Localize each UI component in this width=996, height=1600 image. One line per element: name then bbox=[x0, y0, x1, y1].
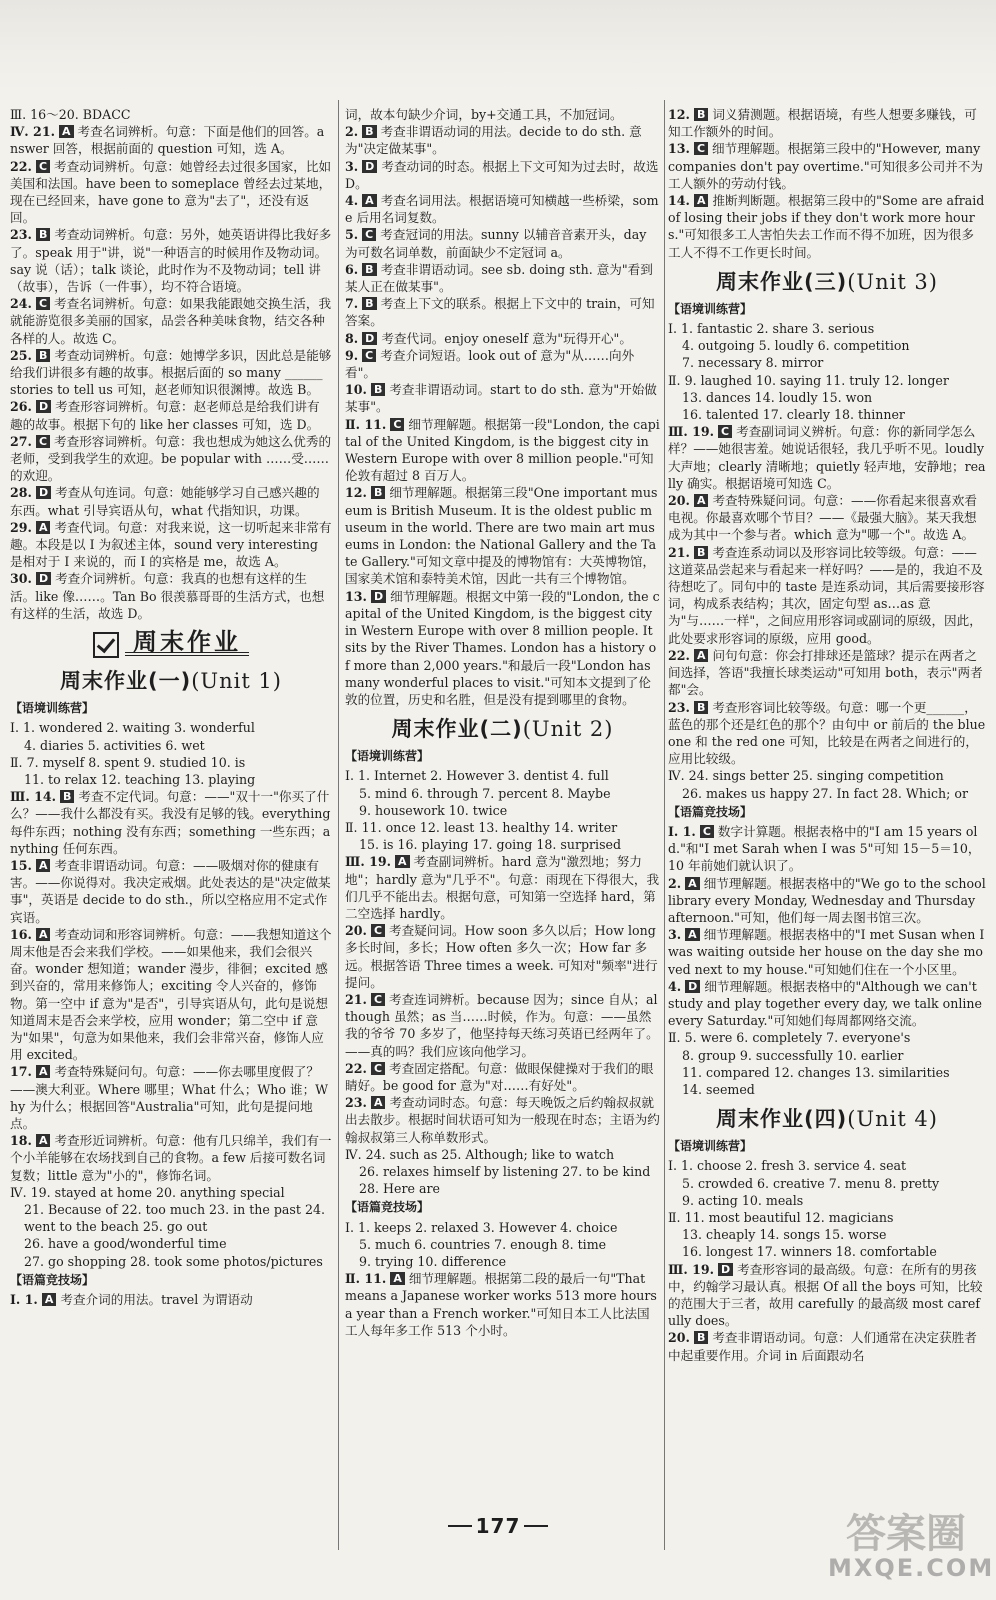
answer-line: Ⅰ. 1. choose 2. fresh 3. service 4. seat bbox=[668, 1158, 907, 1174]
question-item bbox=[10, 570, 332, 622]
question-explanation: 考查非谓语动词。start to do sth. 意为"开始做某事"。 bbox=[345, 382, 657, 415]
question-item bbox=[668, 647, 986, 699]
question-number: 27. bbox=[10, 433, 32, 449]
question-number: 21. bbox=[668, 544, 690, 560]
answer-line: 13. dances 14. loudly 15. won bbox=[682, 389, 873, 405]
question-explanation: 考查动词和形容词辨析。句意：——我想知道这个周末他是否会来我们学校。——如果他来，我们会很兴奋。wonder 想知道；wander 漫步，徘徊；excited 感到兴奋的，常用来修饰人；exciting 令人兴奋的，修饰物。第一空中 if 意为"是否"，引导宾语从句，此句是说想知道周末是否会来学校，应用 wonder；第二空中 if 意为"如果"，句意为如果他来，我们会非常兴奋，修饰人应用 excited。 bbox=[10, 926, 332, 1063]
answer-line: Ⅱ. 11. once 12. least 13. healthy 14. writer bbox=[345, 819, 618, 835]
answer-choice: D bbox=[36, 486, 51, 499]
question-explanation: 考查固定搭配。句意：做眼保健操对于我们的眼睛好。be good for 意为"对……有好处"。 bbox=[345, 1060, 654, 1093]
question-explanation: 考查动词时态。句意：每天晚饭之后约翰叔叔就出去散步。根据时间状语可知为一般现在时态；主语为约翰叔叔第三人称单数形式。 bbox=[345, 1095, 660, 1145]
question-number: 20. bbox=[668, 493, 690, 509]
answer-line: Ⅳ. 24. sings better 25. singing competition bbox=[668, 768, 944, 784]
column-divider bbox=[338, 100, 339, 1550]
answer-choice: C bbox=[371, 924, 385, 937]
question-explanation: 考查非谓语动词。句意：——吸烟对你的健康有害。——你说得对。我决定戒烟。此处表达的是"决定做某事"，英语是 decide to do sth.，所以空格应用不定式作宾语。 bbox=[10, 857, 331, 925]
question-item bbox=[668, 699, 986, 768]
answer-choice: A bbox=[36, 928, 51, 941]
page-top-margin bbox=[0, 0, 996, 92]
answer-line: 16. longest 17. winners 18. comfortable bbox=[682, 1244, 937, 1260]
question-item bbox=[668, 823, 986, 875]
question-number: 8. bbox=[345, 330, 359, 346]
question-explanation: 数字计算题。根据表格中的"I am 15 years old."和"I met Sarah when I was 5"可知 15－5＝10，10 年前她们就认识了。 bbox=[668, 823, 981, 874]
answer-line: 9. trying 10. difference bbox=[359, 1254, 507, 1269]
answer-choice: C bbox=[371, 993, 385, 1006]
answer-choice: A bbox=[395, 855, 410, 868]
answer-choice: B bbox=[60, 790, 74, 803]
answer-line: 7. necessary 8. mirror bbox=[682, 355, 824, 371]
question-explanation: 考查介词短语。look out of 意为"从……向外看"。 bbox=[345, 347, 635, 381]
answer-line: Ⅰ. 1. wondered 2. waiting 3. wonderful bbox=[10, 720, 255, 736]
question-explanation: 考查名词用法。根据语境可知横越一些桥梁，some 后用名词复数。 bbox=[345, 193, 659, 226]
question-number: 12. bbox=[668, 107, 690, 122]
question-explanation: 考查非谓语动词的用法。decide to do sth. 意为"决定做某事"。 bbox=[345, 124, 642, 157]
question-item bbox=[668, 140, 986, 192]
section-tag: 【语境训练营】 bbox=[345, 749, 430, 764]
answer-line: 13. cheaply 14. songs 15. worse bbox=[682, 1227, 887, 1243]
question-number: 3. bbox=[668, 927, 682, 943]
question-item bbox=[10, 1132, 332, 1184]
question-item bbox=[10, 226, 332, 295]
question-number: Ⅲ. 19. bbox=[668, 1261, 715, 1277]
answer-choice: A bbox=[390, 1272, 405, 1285]
answer-line: 27. go shopping 28. took some photos/pictures bbox=[24, 1253, 323, 1269]
question-item bbox=[10, 857, 332, 926]
question-item bbox=[345, 1094, 660, 1146]
answer-choice: C bbox=[700, 825, 714, 838]
question-number: 13. bbox=[668, 141, 690, 157]
question-number: 12. bbox=[345, 485, 367, 501]
question-number: Ⅳ. 21. bbox=[10, 124, 55, 140]
question-item bbox=[668, 875, 986, 927]
question-item bbox=[668, 544, 986, 647]
answer-line: 15. is 16. playing 17. going 18. surprised bbox=[359, 837, 622, 853]
column-left bbox=[10, 106, 332, 1308]
question-number: 23. bbox=[345, 1095, 367, 1111]
question-explanation: 考查非谓语动词。句意：人们通常在决定获胜者中起重要作用。介词 in 后面跟动名 bbox=[668, 1330, 977, 1363]
section-tag: 【语境训练营】 bbox=[668, 1139, 753, 1154]
question-item bbox=[10, 1291, 332, 1308]
question-number: 23. bbox=[10, 227, 32, 243]
question-item bbox=[10, 433, 332, 485]
question-number: 17. bbox=[10, 1064, 32, 1080]
answer-choice: B bbox=[371, 383, 385, 396]
question-item bbox=[345, 295, 660, 329]
question-item bbox=[345, 261, 660, 295]
question-item bbox=[10, 123, 332, 157]
unit-title-main: 周末作业(三) bbox=[715, 269, 848, 294]
question-explanation: 考查特殊疑问句。句意：——你去哪里度假了？——澳大利亚。Where 哪里；What 什么；Who 谁；Why 为什么；根据回答"Australia"可知，此句是提问地点。 bbox=[10, 1064, 329, 1131]
question-explanation: 考查形容词辨析。句意：我也想成为她这么优秀的老师，受到我学生的欢迎。be popular with ……受……的欢迎。 bbox=[10, 433, 332, 484]
question-explanation: 问句句意：你会打排球还是篮球？提示在两者之间选择，答语"我擅长球类运动"可知用 both，表示"两者都"会。 bbox=[668, 647, 983, 698]
question-number: 16. bbox=[10, 926, 32, 942]
question-explanation: 考查动词辨析。句意：她曾经去过很多国家，比如美国和法国。have been to someplace 曾经去过某地，现在已经回来，have gone to 意为"去了"，还没有返回。 bbox=[10, 158, 332, 226]
answer-line: Ⅳ. 19. stayed at home 20. anything special bbox=[10, 1184, 285, 1200]
question-explanation: 考查副词词义辨析。句意：你的新同学怎么样？——她很害羞。她说话很轻，我几乎听不见。loudly 大声地；clearly 清晰地；quietly 轻声地，安静地；really 确实。根据语境可知选 C。 bbox=[668, 424, 986, 491]
question-item bbox=[345, 158, 660, 192]
answer-line: 5. much 6. countries 7. enough 8. time bbox=[359, 1236, 607, 1252]
question-item bbox=[668, 926, 986, 978]
answer-choice: A bbox=[362, 194, 377, 207]
question-explanation: 细节理解题。根据第三段"One important museum is British Museum. It is the oldest public museum in the world. There are two main art museums in London: the National Gallery and the Tate Gallery."可知文章中提及的博物馆有：大英博物馆，国家美术馆和泰特美术馆，因此一共有三个博物馆。 bbox=[345, 485, 658, 587]
question-explanation: 考查冠词的用法。sunny 以辅音音素开头，day 为可数名词单数，前面缺少不定冠词 a。 bbox=[345, 227, 647, 260]
checkbox-icon bbox=[93, 632, 119, 658]
unit-title-main: 周末作业(二) bbox=[391, 717, 523, 742]
question-explanation: 考查介词辨析。句意：我真的也想有这样的生活。like 像……。Tan Bo 很羡慕哥哥的生活方式，也想有这样的生活，故选 D。 bbox=[10, 571, 325, 621]
question-item bbox=[345, 416, 660, 485]
answer-line: Ⅰ. 1. Internet 2. However 3. dentist 4. full bbox=[345, 768, 609, 784]
question-number: 9. bbox=[345, 347, 359, 363]
question-explanation: 考查形近词辨析。句意：他有几只绵羊，我们有一个小羊能够在农场找到自己的食物。a few 后接可数名词复数；little 意为"小的"，修饰名词。 bbox=[10, 1133, 332, 1183]
unit-title-unit: (Unit 2) bbox=[522, 717, 614, 742]
answer-choice: B bbox=[362, 297, 376, 310]
answer-choice: B bbox=[694, 108, 708, 121]
question-explanation: 细节理解题。根据第二段的最后一句"That means a Japanese worker works 513 more hours a year than a French worker."可知日本工人比法国工人每年多工作 513 个小时。 bbox=[345, 1271, 657, 1338]
answer-choice: A bbox=[685, 877, 700, 890]
answer-choice: C bbox=[362, 349, 376, 362]
question-explanation: 考查代词。enjoy oneself 意为"玩得开心"。 bbox=[381, 330, 632, 346]
question-item bbox=[345, 192, 660, 226]
question-item bbox=[668, 492, 986, 544]
watermark-url: MXQE.COM bbox=[828, 1554, 995, 1582]
section-banner bbox=[10, 630, 332, 660]
question-number: 10. bbox=[345, 382, 367, 398]
answer-line: Ⅱ. 9. laughed 10. saying 11. truly 12. longer bbox=[668, 372, 949, 388]
unit-title-unit: (Unit 3) bbox=[847, 269, 938, 294]
answer-choice: B bbox=[36, 228, 50, 241]
question-number: 3. bbox=[345, 158, 359, 174]
answer-choice: A bbox=[694, 649, 709, 662]
question-item bbox=[10, 788, 332, 857]
question-explanation: 考查非谓语动词。see sb. doing sth. 意为"看到某人正在做某事"。 bbox=[345, 261, 653, 295]
question-number: 14. bbox=[668, 193, 690, 209]
answer-line: 11. compared 12. changes 13. similarities bbox=[682, 1064, 950, 1080]
question-item bbox=[345, 588, 660, 708]
question-number: Ⅰ. 1. bbox=[668, 823, 696, 839]
answer-line: Ⅱ. 11. most beautiful 12. magicians bbox=[668, 1209, 894, 1225]
answer-choice: B bbox=[36, 349, 50, 362]
question-number: 22. bbox=[10, 158, 32, 174]
question-explanation: 推断判断题。根据第三段中的"Some are afraid of losing their jobs if they don't work more hours."可知很多工人害怕失去工作而不得不加班，因为很多工人不得不工作更长时间。 bbox=[668, 193, 985, 260]
question-number: 5. bbox=[345, 227, 359, 243]
question-explanation: 考查特殊疑问词。句意：——你看起来很喜欢看电视。你最喜欢哪个节目？——《最强大脑》。某天我想成为其中一个参与者。which 意为"哪一个"。故选 A。 bbox=[668, 493, 977, 543]
question-number: 2. bbox=[668, 875, 682, 891]
question-item bbox=[345, 922, 660, 991]
question-explanation: 考查动词辨析。句意：另外，她英语讲得比我好多了。speak 用于"讲，说"一种语言的时候用作及物动词。say 说（话）；talk 谈论，此时作为不及物动词；tell 讲（故事），告诉（一件事），均不符合语境。 bbox=[10, 227, 332, 295]
question-explanation: 考查形容词的最高级。句意：在所有的男孩中，约翰学习最认真。根据 Of all the boys 可知，比较的范围大于三者，故用 carefully 的最高级 most carefully does。 bbox=[668, 1261, 983, 1329]
question-number: 22. bbox=[345, 1060, 367, 1076]
question-item bbox=[345, 853, 660, 922]
question-number: 2. bbox=[345, 124, 359, 140]
answer-choice: B bbox=[694, 1331, 708, 1344]
answer-choice: B bbox=[362, 263, 376, 276]
question-explanation: 词义猜测题。根据语境，有些人想要多赚钱，可知工作额外的时间。 bbox=[668, 107, 977, 140]
question-explanation: 考查代词。句意：对我来说，这一切听起来非常有趣。本段是以 I 为叙述主体，sound very interesting 是相对于 I 来说的，而 I 的宾格是 me，故选 A。 bbox=[10, 519, 332, 570]
question-item bbox=[345, 123, 660, 157]
answer-choice: A bbox=[36, 521, 51, 534]
answer-choice: A bbox=[42, 1293, 57, 1306]
answer-line: Ⅰ. 1. fantastic 2. share 3. serious bbox=[668, 321, 875, 337]
question-number: 23. bbox=[668, 699, 690, 715]
answer-line: Ⅱ. 7. myself 8. spent 9. studied 10. is bbox=[10, 754, 246, 770]
answer-line: 9. housework 10. twice bbox=[359, 802, 508, 818]
answer-choice: C bbox=[694, 142, 708, 155]
answer-line: 4. diaries 5. activities 6. wet bbox=[24, 737, 205, 753]
answer-line: 词，故本句缺少介词，by+交通工具，不加冠词。 bbox=[345, 107, 623, 122]
column-divider bbox=[664, 100, 665, 1550]
answer-choice: A bbox=[36, 859, 51, 872]
unit-title bbox=[668, 1104, 986, 1134]
question-explanation: 细节理解题。根据第三段中的"However, many companies don't pay overtime."可知很多公司并不为工人额外的劳动付钱。 bbox=[668, 141, 983, 191]
question-item bbox=[10, 1063, 332, 1132]
answer-line: Ⅲ. 16～20. BDACC bbox=[10, 107, 131, 122]
answer-choice: A bbox=[59, 125, 74, 138]
question-number: 25. bbox=[10, 347, 32, 363]
section-tag: 【语境训练营】 bbox=[10, 701, 95, 716]
unit-title-main: 周末作业(四) bbox=[715, 1107, 848, 1132]
question-item bbox=[345, 484, 660, 587]
question-explanation: 考查形容词辨析。句意：赵老师总是给我们讲有趣的故事。根据下句的 like her classes 可知，选 D。 bbox=[10, 399, 320, 432]
question-number: 6. bbox=[345, 261, 359, 277]
answer-choice: D bbox=[718, 1263, 733, 1276]
question-number: 4. bbox=[345, 193, 359, 209]
question-number: Ⅰ. 1. bbox=[10, 1292, 38, 1307]
answer-line: 11. to relax 12. teaching 13. playing bbox=[24, 771, 256, 787]
question-explanation: 考查名词辨析。句意：如果我能跟她交换生活，我就能游览很多美丽的国家，品尝各种美味食物，结交各种各样的人。故选 C。 bbox=[10, 296, 332, 346]
unit-title-unit: (Unit 1) bbox=[191, 669, 282, 694]
question-number: 24. bbox=[10, 296, 32, 312]
answer-choice: A bbox=[694, 194, 709, 207]
question-explanation: 考查名词辨析。句意：下面是他们的回答。answer 回答，根据前面的 question 可知，选 A。 bbox=[10, 124, 325, 157]
answer-line: 26. makes us happy 27. In fact 28. Which; or bbox=[682, 785, 969, 801]
question-explanation: 考查形容词比较等级。句意：哪一个更______，蓝色的那个还是红色的那个？由句中 or 前后的 the blue one 和 the red one 可知，比较是在两者之间进行的，应用比较级。 bbox=[668, 699, 986, 767]
question-item bbox=[345, 347, 660, 381]
question-item bbox=[345, 226, 660, 260]
banner-title: 周末作业 bbox=[125, 634, 249, 655]
watermark bbox=[828, 1502, 995, 1582]
question-item bbox=[668, 1261, 986, 1330]
question-explanation: 考查副词辨析。hard 意为"激烈地；努力地"；hardly 意为"几乎不"。句意：雨现在下得很大，我们几乎不能出去。根据句意，可知第一空选择 hard，第二空选择 hardly。 bbox=[345, 854, 660, 921]
answer-line: 8. group 9. successfully 10. earlier bbox=[682, 1047, 904, 1063]
section-tag: 【语境训练营】 bbox=[668, 301, 753, 316]
answer-choice: C bbox=[718, 425, 732, 438]
answer-choice: D bbox=[36, 400, 51, 413]
unit-title-unit: (Unit 4) bbox=[847, 1107, 938, 1132]
question-explanation: 考查上下文的联系。根据上下文中的 train，可知答案。 bbox=[345, 296, 655, 329]
question-item bbox=[10, 295, 332, 347]
section-tag: 【语篇竞技场】 bbox=[668, 804, 753, 819]
answer-choice: C bbox=[362, 228, 376, 241]
question-item bbox=[10, 519, 332, 571]
question-explanation: 细节理解题。根据表格中的"Although we can't study and play together every day, we talk online every Saturday."可知她们每周都网络交流。 bbox=[668, 978, 982, 1029]
watermark-logo: 答案圈 bbox=[846, 1511, 966, 1557]
question-number: 7. bbox=[345, 296, 359, 312]
question-number: 20. bbox=[668, 1330, 690, 1346]
question-item bbox=[668, 106, 986, 140]
question-number: Ⅲ. 19. bbox=[668, 424, 715, 440]
answer-choice: A bbox=[685, 928, 700, 941]
answer-choice: D bbox=[362, 332, 377, 345]
answer-choice: B bbox=[694, 546, 708, 559]
question-item bbox=[10, 158, 332, 227]
question-explanation: 细节理解题。根据表格中的"We go to the school library every Monday, Wednesday and Thursday afternoon."可知，他们每一周去图书馆三次。 bbox=[668, 875, 986, 925]
answer-choice: D bbox=[685, 980, 700, 993]
question-number: 21. bbox=[345, 991, 367, 1007]
answer-line: 9. acting 10. meals bbox=[682, 1192, 804, 1208]
question-number: 26. bbox=[10, 399, 32, 415]
question-number: 4. bbox=[668, 978, 682, 994]
question-item bbox=[345, 381, 660, 415]
question-number: 29. bbox=[10, 519, 32, 535]
question-number: Ⅲ. 14. bbox=[10, 789, 57, 805]
answer-line: Ⅱ. 5. were 6. completely 7. everyone's bbox=[668, 1030, 911, 1046]
question-explanation: 考查疑问词。How soon 多久以后；How long 多长时间，多长；How often 多久一次；How far 多远。根据答语 Three times a week. 可知对"频率"进行提问。 bbox=[345, 923, 658, 990]
question-explanation: 考查从句连词。句意：她能够学习自己感兴趣的东西。what 引导宾语从句，what 代指知识，功课。 bbox=[10, 485, 320, 518]
page-number: 177 bbox=[0, 1514, 996, 1538]
answer-choice: A bbox=[36, 1065, 51, 1078]
question-explanation: 考查不定代词。句意：——"双十一"你买了什么？——我什么都没有买。我没有足够的钱。everything 每件东西；nothing 没有东西；something 一些东西；anything 任何东西。 bbox=[10, 789, 331, 856]
question-number: 28. bbox=[10, 485, 32, 501]
column-right bbox=[668, 106, 986, 1364]
answer-choice: C bbox=[36, 160, 50, 173]
answer-choice: A bbox=[694, 494, 709, 507]
question-number: Ⅲ. 19. bbox=[345, 854, 392, 870]
question-item bbox=[10, 347, 332, 399]
answer-choice: D bbox=[362, 160, 377, 173]
section-tag: 【语篇竞技场】 bbox=[345, 1200, 430, 1215]
question-number: 13. bbox=[345, 588, 367, 604]
unit-title bbox=[10, 666, 332, 696]
answer-choice: C bbox=[371, 1062, 385, 1075]
answer-line: Ⅳ. 24. such as 25. Although; like to watch bbox=[345, 1146, 615, 1162]
question-explanation: 考查连词辨析。because 因为；since 自从；although 虽然；as 当……时候，作为。句意：——虽然我的爷爷 70 多岁了，他坚持每天练习英语已经两年了。——真的吗？我们应该向他学习。 bbox=[345, 991, 659, 1059]
question-item bbox=[668, 192, 986, 261]
answer-line: 4. outgoing 5. loudly 6. competition bbox=[682, 338, 910, 354]
answer-line: 14. seemed bbox=[682, 1081, 755, 1097]
question-explanation: 考查介词的用法。travel 为谓语动 bbox=[60, 1292, 253, 1307]
unit-title bbox=[345, 714, 660, 744]
answer-line: 5. crowded 6. creative 7. menu 8. pretty bbox=[682, 1175, 940, 1191]
answer-choice: C bbox=[36, 435, 50, 448]
question-explanation: 考查动词辨析。句意：她博学多识，因此总是能够给我们讲很多有趣的故事。根据后面的 so many ______ stories to tell us 可知，赵老师知识很渊博。故选 B。 bbox=[10, 347, 332, 398]
question-explanation: 细节理解题。根据第一段"London, the capital of the United Kingdom, is the biggest city in Western Europe with over 8 million people."可知伦敦有超过 8 百万人。 bbox=[345, 416, 660, 484]
answer-line: Ⅰ. 1. keeps 2. relaxed 3. However 4. choice bbox=[345, 1219, 618, 1235]
answer-choice: B bbox=[362, 125, 376, 138]
question-number: Ⅱ. 11. bbox=[345, 1271, 387, 1287]
question-number: Ⅱ. 11. bbox=[345, 416, 387, 432]
question-number: 30. bbox=[10, 571, 32, 587]
question-item bbox=[345, 1270, 660, 1339]
question-number: 18. bbox=[10, 1133, 32, 1149]
question-number: 15. bbox=[10, 857, 32, 873]
unit-title-main: 周末作业(一) bbox=[59, 669, 192, 694]
answer-line: 21. Because of 22. too much 23. in the past 24. went to the beach 25. go out bbox=[24, 1201, 325, 1235]
question-item bbox=[668, 1329, 986, 1363]
question-number: 20. bbox=[345, 923, 367, 939]
question-item bbox=[345, 991, 660, 1060]
question-item bbox=[10, 926, 332, 1064]
answer-choice: D bbox=[371, 590, 386, 603]
answer-line: 16. talented 17. clearly 18. thinner bbox=[682, 407, 905, 423]
answer-line: 26. have a good/wonderful time bbox=[24, 1236, 227, 1252]
answer-choice: B bbox=[694, 701, 708, 714]
question-item bbox=[10, 484, 332, 518]
answer-choice: B bbox=[371, 486, 385, 499]
column-middle bbox=[345, 106, 660, 1339]
unit-title bbox=[668, 267, 986, 297]
answer-choice: D bbox=[36, 572, 51, 585]
answer-line: 5. mind 6. through 7. percent 8. Maybe bbox=[359, 785, 611, 801]
question-number: 22. bbox=[668, 647, 690, 663]
question-item bbox=[668, 423, 986, 492]
question-explanation: 考查动词的时态。根据上下文可知为过去时，故选 D。 bbox=[345, 158, 659, 191]
question-item bbox=[668, 978, 986, 1030]
question-item bbox=[10, 398, 332, 432]
answer-choice: A bbox=[36, 1134, 51, 1147]
question-item bbox=[345, 1060, 660, 1094]
answer-line: 26. relaxes himself by listening 27. to be kind 28. Here are bbox=[359, 1163, 651, 1197]
section-tag: 【语篇竞技场】 bbox=[10, 1272, 95, 1287]
question-explanation: 细节理解题。根据文中第一段的"London, the capital of the United Kingdom, is the biggest city in Western Europe with over 8 million people. It sits by the River Thames. London has a history of more than 2,000 years."和最后一段"London has many wonderful places to visit."可知本文提到了伦敦的位置，历史和名胜，但是没有提到哪里的食物。 bbox=[345, 588, 660, 707]
answer-choice: C bbox=[36, 297, 50, 310]
question-item bbox=[345, 330, 660, 347]
answer-choice: C bbox=[390, 418, 404, 431]
question-explanation: 考查连系动词以及形容词比较等级。句意：——这道菜品尝起来与看起来一样好吗？——是的，我迫不及待想吃了。同句中的 taste 是连系动词，其后需要接形容词，构成系表结构；其次，固定句型 as…as 意为"与……一样"，之间应用形容词或副词的原级，因此，此处要求形容词的原级，应用 good。 bbox=[668, 544, 985, 646]
question-explanation: 细节理解题。根据表格中的"I met Susan when I was waiting outside her house on the day she moved next to my house."可知她们住在一个小区里。 bbox=[668, 927, 985, 977]
answer-choice: A bbox=[371, 1096, 386, 1109]
